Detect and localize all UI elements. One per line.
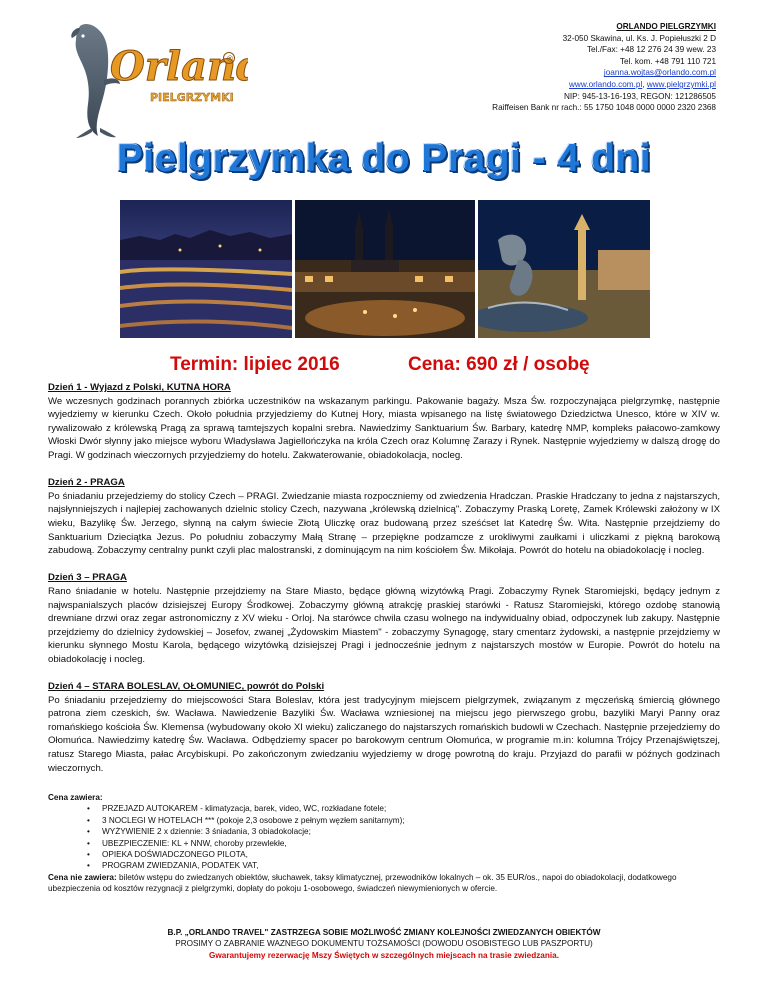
company-nip-regon: NIP: 945-13-16-193, REGON: 121286505 bbox=[563, 91, 716, 101]
company-address: 32-050 Skawina, ul. Ks. J. Popiełuszki 2 D bbox=[562, 33, 716, 43]
day-section bbox=[48, 381, 720, 463]
day-section bbox=[48, 571, 720, 666]
day-heading: Dzień 4 – STARA BOLESLAV, OŁOMUNIEC, powrót do Polski bbox=[48, 681, 325, 693]
company-tel-fax: Tel./Fax: +48 12 276 24 39 wew. 23 bbox=[586, 45, 716, 55]
itinerary bbox=[48, 381, 720, 789]
day-description: Po śniadaniu przejedziemy do miejscowości Stara Boleslav, która jest tradycyjnym miejscem pielgrzymek, związanym z męczeńską śmiercią głównego patrona ziem czeskich, św. Wacława. Nawiedzenie Bazyliki Św. Wacława wzniesionej na miejscu jego pierwszego grobu, bazyliki Maryi Panny oraz romańskiego kościoła Św. Klemensa (wybudowany około XI wieku) zaliczanego do najstarszych romańskich budowli w Czechach. Następnie przejedziemy do Ołomuńca. Nawiedzimy katedrę Św. Wacława. Odbędziemy spacer po barokowym centrum Ołomuńca, w programie m.in: kolumna Trójcy Przenajświętszej, ratusz Starego Miasta, pałac Arcybiskupi. Po zakończonym zwiedzaniu wyjedziemy w drogę powrotną do kraju. Przyjazd do parafii w późnych godzinach wieczornych. bbox=[48, 694, 720, 774]
photo-strip bbox=[120, 200, 650, 338]
company-info bbox=[492, 21, 716, 114]
photo-olomouc-fountain bbox=[478, 200, 650, 338]
includes-list bbox=[48, 803, 720, 871]
list-item: • 3 NOCLEGI W HOTELACH *** (pokoje 2,3 osobowe z pełnym węzłem sanitarnym); bbox=[48, 815, 720, 826]
trip-term: Termin: lipiec 2016 bbox=[170, 354, 340, 375]
day-heading: Dzień 2 - PRAGA bbox=[48, 477, 125, 489]
day-description: We wczesnych godzinach porannych zbiórka uczestników na wskazanym parkingu. Pakowanie bagaży. Msza Św. rozpoczynająca pielgrzymkę, następnie wyjedziemy w kierunku Czech. Około południa przyjedziemy do Kutnej Hory, miasta wpisanego na listę światowego Dziedzictwa Unesco, które w XIV w. rywalizowało z królewską Pragą za sprawą tamtejszych kopalni srebra. Nawiedzimy Sanktuarium Św. Barbary, katedrę NMP, kompleks pałacowo-zamkowy Włoski Dwór słynny jako miejsce wyboru Władysława Jagiellończyka na króla Czech oraz Kolumnę Zarazy i Rynek. Następnie wyjedziemy w dalszą drogę do Pragi. W godzinach wieczornych przyjedziemy do hotelu. Zakwaterowanie, obiadokolacja, nocleg. bbox=[48, 395, 720, 461]
day-description: Po śniadaniu przejedziemy do stolicy Czech – PRAGI. Zwiedzanie miasta rozpoczniemy od zwiedzenia Hradczan. Praskie Hradczany to jedna z najstarszych, najsłynniejszych i najlepiej zachowanych dzielnic stolicy Czech, nazywana „królewską dzielnicą". Zobaczymy Praską Loretę, Zamek Królewski założony w IX wieku, Bazylikę Św. Jerzego, słynną na całym świecie Złotą Uliczkę oraz budowaną przez sześćset lat Katedrę Św. Wita. Następnie przejdziemy do Sanktuarium Dzieciątka Jezus. Po południu zobaczymy Małą Stranę – przepiękne podzamcze z urokliwymi zaułkami i uliczkami z piękną barokową zabudową. Zobaczymy centralny punkt czyli plac malostranski, z dominującym na nim kościołem Św. Mikołaja. Powrót do hotelu na obiadokolację i nocleg. bbox=[48, 490, 720, 557]
footer-notes bbox=[0, 927, 768, 961]
photo-prague-bridges bbox=[120, 200, 292, 338]
includes-heading: Cena zawiera: bbox=[48, 793, 103, 802]
page-title: Pielgrzymka do Pragi - 4 dni bbox=[116, 137, 652, 180]
list-item: • PRZEJAZD AUTOKAREM - klimatyzacja, barek, video, WC, rozkładane fotele; bbox=[48, 803, 720, 814]
company-websites bbox=[492, 79, 716, 91]
registered-mark: ® bbox=[226, 54, 234, 64]
photo-old-town-square bbox=[295, 200, 475, 338]
day-heading: Dzień 1 - Wyjazd z Polski, KUTNA HORA bbox=[48, 382, 231, 393]
day-section bbox=[48, 476, 720, 558]
trip-price: Cena: 690 zł / osobę bbox=[408, 354, 590, 375]
dolphin-logo-icon bbox=[58, 20, 248, 140]
website-separator: , bbox=[642, 79, 647, 89]
logo-brand-text: Orlan bbox=[110, 43, 237, 90]
day-description: Rano śniadanie w hotelu. Następnie przejdziemy na Stare Miasto, będące główną wizytówką Pragi. Zobaczymy Rynek Staromiejski, będący jednym z najwspanialszych placów dzisiejszej Europy Środkowej. Zobaczymy główną atrakcję praskiej starówki - Ratusz Staromiejski, którego ozdobę stanowią drewniane drzwi oraz zegar astronomiczny z XV wieku - Orloj. Na starówce chwila czasu wolnego na indywidualny obiad, odpoczynek lub zakupy. Następnie przejdziemy do dzielnicy żydowskiej – Josefov, zwanej „Żydowskim Miastem" - zobaczymy Synagogę, stary cmentarz żydowski, a następnie przejdziemy w kierunku słynnego Mostu Karola, będącego wizytówką dzisiejszej Pragi i jednocześnie jednym z najstarszych mostów w Europie. Powrót do hotelu na obiadokolację i nocleg. bbox=[48, 585, 720, 665]
orlando-logo bbox=[58, 20, 248, 140]
list-item: • WYŻYWIENIE 2 x dziennie: 3 śniadania, 3 obiadokolacje; bbox=[48, 826, 720, 837]
list-item: • UBEZPIECZENIE: KL + NNW, choroby przewlekłe, bbox=[48, 838, 720, 849]
logo-sub-text: PIELGRZYMKI bbox=[150, 91, 234, 104]
company-tel-mobile: Tel. kom. +48 791 110 721 bbox=[619, 56, 716, 66]
company-name: ORLANDO PIELGRZYMKI bbox=[616, 22, 716, 31]
list-item: • OPIEKA DOŚWIADCZONEGO PILOTA, bbox=[48, 849, 720, 860]
website-link-pielgrzymki[interactable]: www.pielgrzymki.pl bbox=[646, 79, 716, 89]
excludes-heading: Cena nie zawiera: bbox=[48, 872, 117, 882]
footer-notice-mass: Gwarantujemy rezerwację Mszy Świętych w szczególnych miejscach na trasie zwiedzania. bbox=[209, 950, 559, 960]
company-email-link[interactable]: joanna.wojtas@orlando.com.pl bbox=[603, 68, 716, 78]
website-link-orlando[interactable]: www.orlando.com.pl bbox=[569, 79, 643, 89]
day-section bbox=[48, 680, 720, 775]
price-details bbox=[48, 792, 720, 895]
excludes-text: biletów wstępu do zwiedzanych obiektów, słuchawek, taksy klimatycznej, przewodników lokalnych – ok. 35 EUR/os., napoi do obiadokolacji, dodatkowego ubezpieczenia od kosztów rezygnacji z pielgrzymki, dopłaty do pokoju 1-osobowego, świadczeń niewymienionych w ofercie. bbox=[48, 872, 677, 894]
company-bank-account: Raiffeisen Bank nr rach.: 55 1750 1048 0000 0000 2320 2368 bbox=[492, 103, 716, 113]
list-item: • PROGRAM ZWIEDZANIA, PODATEK VAT, bbox=[48, 860, 720, 871]
footer-notice-documents: PROSIMY O ZABRANIE WAZNEGO DOKUMENTU TOŻSAMOŚCI (DOWODU OSOBISTEGO LUB PASZPORTU) bbox=[175, 939, 593, 949]
excludes-paragraph bbox=[48, 872, 720, 895]
footer-notice-order: B.P. „ORLANDO TRAVEL" ZASTRZEGA SOBIE MOŻLIWOŚĆ ZMIANY KOLEJNOŚCI ZWIEDZANYCH OBIEKTÓW bbox=[167, 928, 601, 937]
day-heading: Dzień 3 – PRAGA bbox=[48, 572, 127, 584]
